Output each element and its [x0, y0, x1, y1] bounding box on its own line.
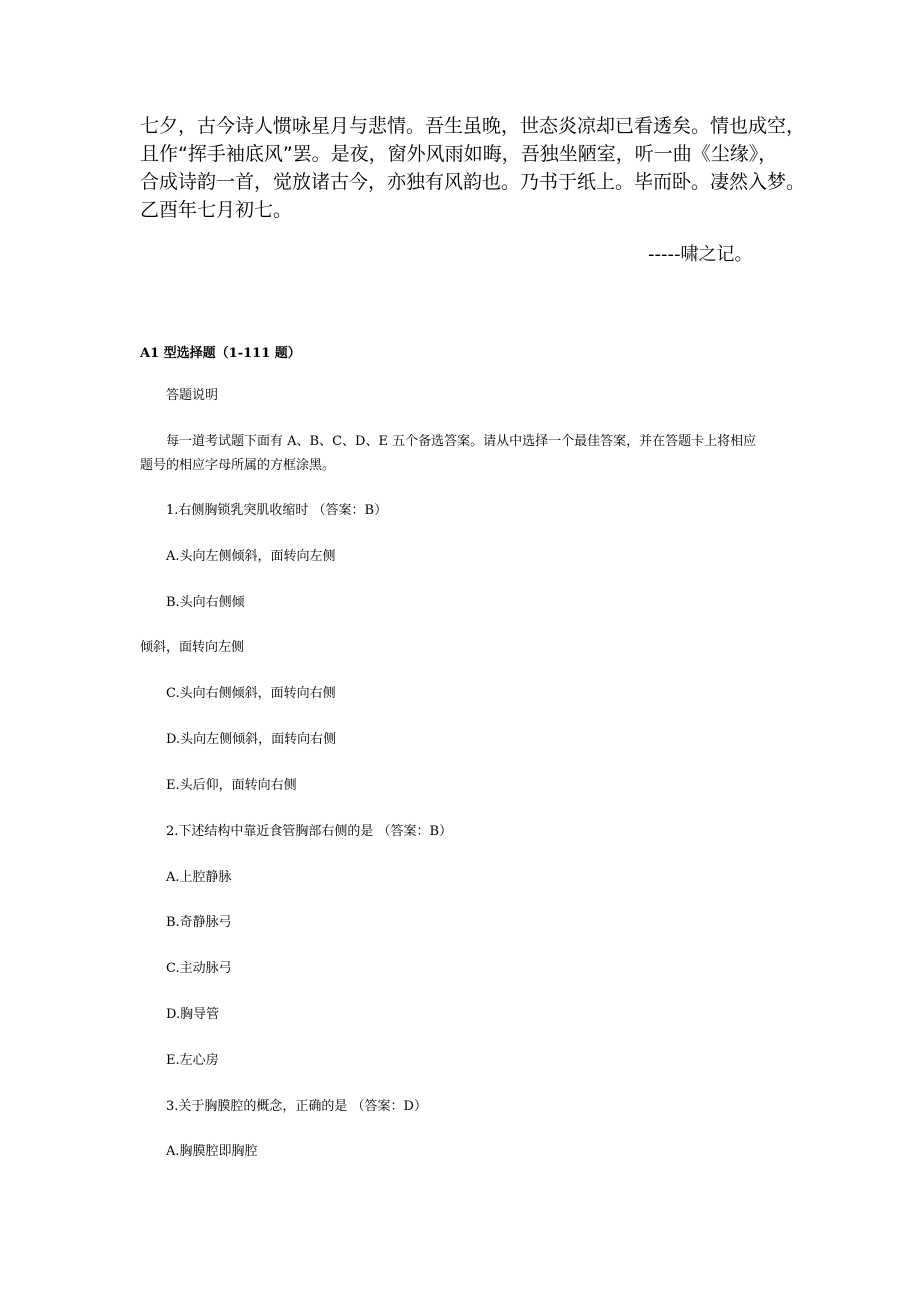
instructions-line: 题号的相应字母所属的方框涂黑。 [140, 458, 336, 473]
question-option: C.头向右侧倾斜，面转向右侧 [166, 686, 336, 701]
question-option: E.左心房 [166, 1053, 219, 1068]
intro-line: 乙酉年七月初七。 [140, 199, 293, 221]
question-option: A.上腔静脉 [166, 870, 232, 885]
question-option: D.胸导管 [166, 1007, 220, 1022]
intro-line: 合成诗韵一首，觉放诸古今，亦独有风韵也。乃书于纸上。毕而卧。凄然入梦。 [140, 171, 806, 193]
signature: -----啸之记。 [648, 244, 753, 265]
instructions-line: 每一道考试题下面有 A、B、C、D、E 五个备选答案。请从中选择一个最佳答案，并在答题卡上将相应 [166, 434, 757, 449]
question-option: A.胸膜腔即胸腔 [166, 1144, 258, 1159]
intro-paragraph [140, 112, 806, 224]
intro-line: 七夕，古今诗人惯咏星月与悲情。吾生虽晚，世态炎凉却已看透矣。情也成空， [140, 115, 806, 137]
question-option: B.奇静脉弓 [166, 915, 232, 930]
question-option-continuation: 倾斜，面转向左侧 [140, 640, 245, 655]
question-option: D.头向左侧倾斜，面转向右侧 [166, 732, 337, 747]
question-option: C.主动脉弓 [166, 961, 232, 976]
question-stem: 2.下述结构中靠近食管胸部右侧的是 （答案：B） [166, 824, 453, 839]
question-option: E.头后仰，面转向右侧 [166, 778, 297, 793]
question-stem: 1.右侧胸锁乳突肌收缩时 （答案：B） [166, 503, 388, 518]
instructions-heading: 答题说明 [166, 388, 219, 403]
question-stem: 3.关于胸膜腔的概念，正确的是 （答案：D） [166, 1099, 427, 1114]
question-option: B.头向右侧倾 [166, 595, 245, 610]
section-title: A1 型选择题（1-111 题） [140, 346, 301, 361]
instructions-paragraph [140, 430, 790, 478]
question-option: A.头向左侧倾斜，面转向左侧 [166, 549, 336, 564]
intro-line: 且作“挥手袖底风”罢。是夜，窗外风雨如晦，吾独坐陋室，听一曲《尘缘》， [140, 143, 778, 165]
